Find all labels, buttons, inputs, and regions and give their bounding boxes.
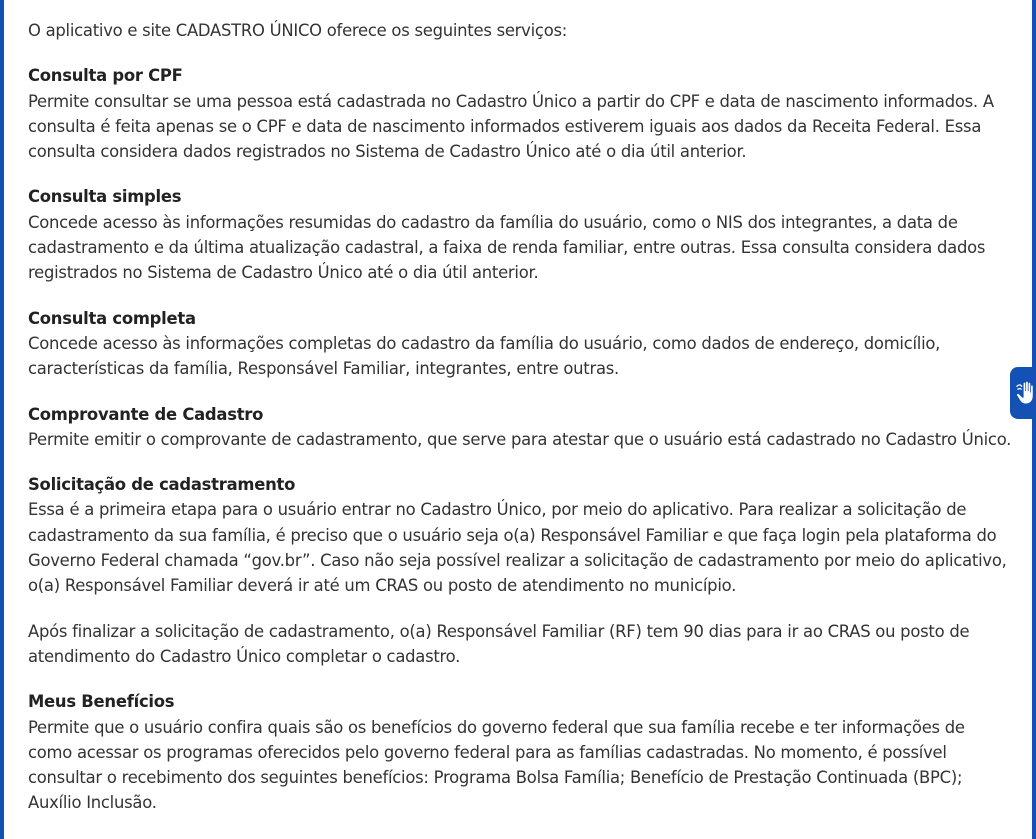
service-consulta-cpf: [28, 63, 1013, 164]
service-comprovante-cadastro: [28, 402, 1013, 453]
service-description: Permite emitir o comprovante de cadastramento, que serve para atestar que o usuário está cadastrado no Cadastro Único.: [28, 429, 1012, 449]
intro-paragraph: O aplicativo e site CADASTRO ÚNICO oferece os seguintes serviços:: [28, 21, 568, 40]
service-title: Consulta por CPF: [28, 66, 183, 86]
service-description: Permite que o usuário confira quais são os benefícios do governo federal que sua família recebe e ter informações de como acessar os programas oferecidos pelo governo federal para as famílias cadastradas. No momento, é possível consultar o recebimento dos seguintes benefícios: Programa Bolsa Família; Benefício de Prestação Continuada (BPC); Auxílio Inclusão.: [28, 717, 965, 813]
after-registration-note: Após finalizar a solicitação de cadastramento, o(a) Responsável Familiar (RF) tem 90 dias para ir ao CRAS ou posto de atendimento do Cadastro Único completar o cadastro.: [28, 621, 970, 666]
service-title: Solicitação de cadastramento: [28, 475, 296, 495]
service-consulta-simples: [28, 184, 1013, 285]
services-article: [28, 18, 1013, 836]
service-description: Concede acesso às informações completas do cadastro da família do usuário, como dados de endereço, domicílio, características da família, Responsável Familiar, integrantes, entre outras.: [28, 333, 941, 379]
service-title: Meus Benefícios: [28, 692, 175, 712]
service-title: Consulta completa: [28, 308, 196, 328]
service-meus-beneficios: [28, 689, 1013, 815]
service-title: Consulta simples: [28, 187, 182, 207]
service-description: Permite consultar se uma pessoa está cadastrada no Cadastro Único a partir do CPF e data de nascimento informados. A consulta é feita apenas se o CPF e data de nascimento informados estiverem iguais aos dados da Receita Federal. Essa consulta considera dados registrados no Sistema de Cadastro Único até o dia útil anterior.: [28, 91, 994, 162]
service-description: Essa é a primeira etapa para o usuário entrar no Cadastro Único, por meio do aplicativo. Para realizar a solicitação de cadastramento da sua família, é preciso que o usuário seja o(a) Responsável Familiar e que faça login pela plataforma do Governo Federal chamada “gov.br”. Caso não seja possível realizar a solicitação de cadastramento por meio do aplicativo, o(a) Responsável Familiar deverá ir até um CRAS ou posto de atendimento no município.: [28, 500, 1007, 596]
service-solicitacao-cadastramento: [28, 472, 1013, 598]
libras-hands-icon: [1015, 380, 1036, 406]
libras-accessibility-button[interactable]: [1010, 367, 1036, 419]
service-consulta-completa: [28, 306, 1013, 382]
page-frame-right: [1032, 0, 1036, 839]
page-frame-left: [0, 0, 4, 839]
service-title: Comprovante de Cadastro: [28, 404, 264, 424]
service-description: Concede acesso às informações resumidas do cadastro da família do usuário, como o NIS dos integrantes, a data de cadastramento e da última atualização cadastral, a faixa de renda familiar, entre outras. Essa consulta considera dados registrados no Sistema de Cadastro Único até o dia útil anterior.: [28, 212, 986, 283]
